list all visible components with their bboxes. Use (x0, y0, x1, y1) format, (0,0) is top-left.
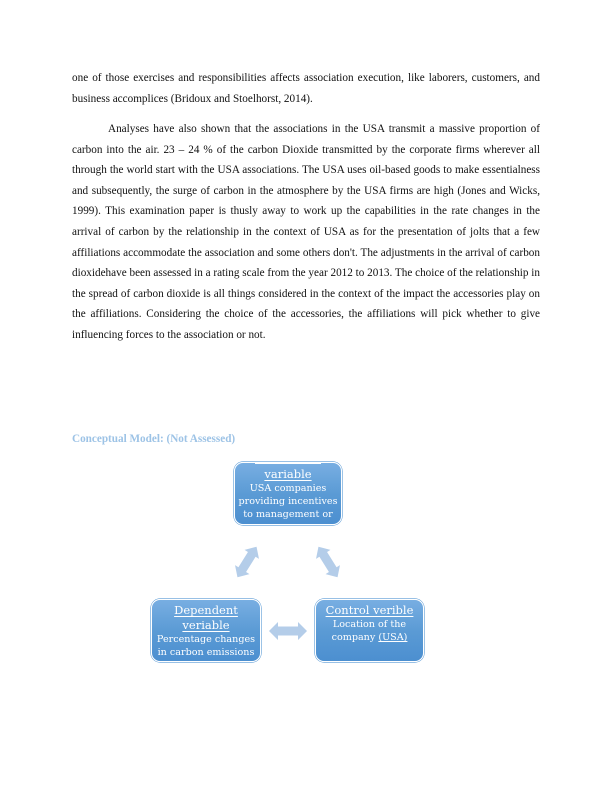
independent-variable-title: variable (235, 467, 341, 482)
body-paragraph-2: Analyses have also shown that the associations in the USA transmit a massive proportion of carbon into the air. 23 – 24 % of the carbon Dioxide transmitted by the corporate firms wherever all through the world start with the USA associations. The USA uses oil-based goods to make essentialness and subsequently, the surge of carbon in the atmosphere by the USA firms are high (Jones and Wicks, 1999). This examination paper is thusly away to work up the capabilities in the rate changes in the arrival of carbon by the relationship in the context of USA as for the presentation of jolts that a few affiliations accommodate the association and some others don't. The adjustments in the arrival of carbon dioxidehave been assessed in a rating scale from the year 2012 to 2013. The choice of the relationship in the spread of carbon dioxide is all things considered in the context of the impact the accessories play on the affiliations. Considering the choice of the accessories, the affiliations will pick whether to give influencing forces to the association or not. (72, 123, 540, 341)
double-arrow-left-icon (231, 544, 263, 580)
dependent-variable-description: Percentage changes in carbon emissions (156, 634, 256, 658)
control-variable-box (315, 599, 424, 662)
control-variable-title-wrap (316, 603, 423, 618)
double-arrow-right-icon (312, 544, 344, 580)
conceptual-model-heading: Conceptual Model: (Not Assessed) (72, 433, 236, 445)
body-paragraph-1: one of those exercises and responsibilities affects association execution, like laborers, customers, and business accomplices (Bridoux and Stoelhorst, 2014). (72, 72, 540, 105)
control-variable-title: Control verible (325, 603, 414, 617)
control-variable-description-underlined: (USA) (378, 632, 408, 643)
independent-variable-description: USA companies providing incentives to management or (238, 483, 338, 520)
dependent-variable-title: Dependent veriable (174, 603, 238, 632)
control-variable-description-main: Location of the company (331, 619, 407, 643)
control-variable-description (316, 618, 423, 644)
double-arrow-horizontal-icon (268, 620, 308, 642)
independent-variable-box (234, 462, 342, 525)
dependent-variable-box (151, 599, 261, 662)
